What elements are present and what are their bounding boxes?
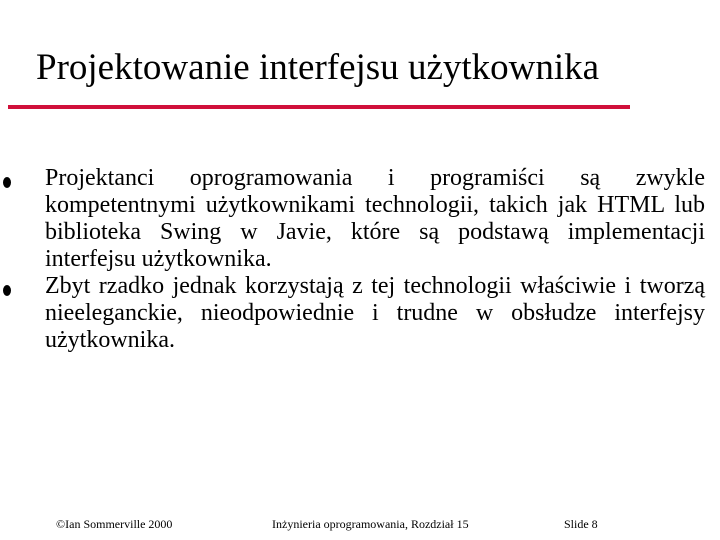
title-underline	[8, 105, 630, 109]
bullet-list	[0, 165, 720, 354]
bullet-dot-icon	[3, 177, 11, 188]
bullet-text: Zbyt rzadko jednak korzystają z tej technologii właściwie i tworzą nieeleganckie, nieodpowiednie i trudne w obsłudze interfejsy użytkownika.	[45, 273, 705, 353]
bullet-text: Projektanci oprogramowania i programiści są zwykle kompetentnymi użytkownikami technologii, takich jak HTML lub biblioteka Swing w Javie, które są podstawą implementacji interfejsu użytkownika.	[45, 165, 705, 272]
bullet-dot-icon	[3, 285, 11, 296]
slide-title: Projektowanie interfejsu użytkownika	[36, 47, 600, 88]
bullet-item	[0, 165, 720, 273]
bullet-item	[0, 273, 720, 354]
footer-slide-number: Slide 8	[564, 517, 598, 531]
footer-copyright: ©Ian Sommerville 2000	[56, 517, 173, 531]
footer-course: Inżynieria oprogramowania, Rozdział 15	[272, 517, 469, 531]
